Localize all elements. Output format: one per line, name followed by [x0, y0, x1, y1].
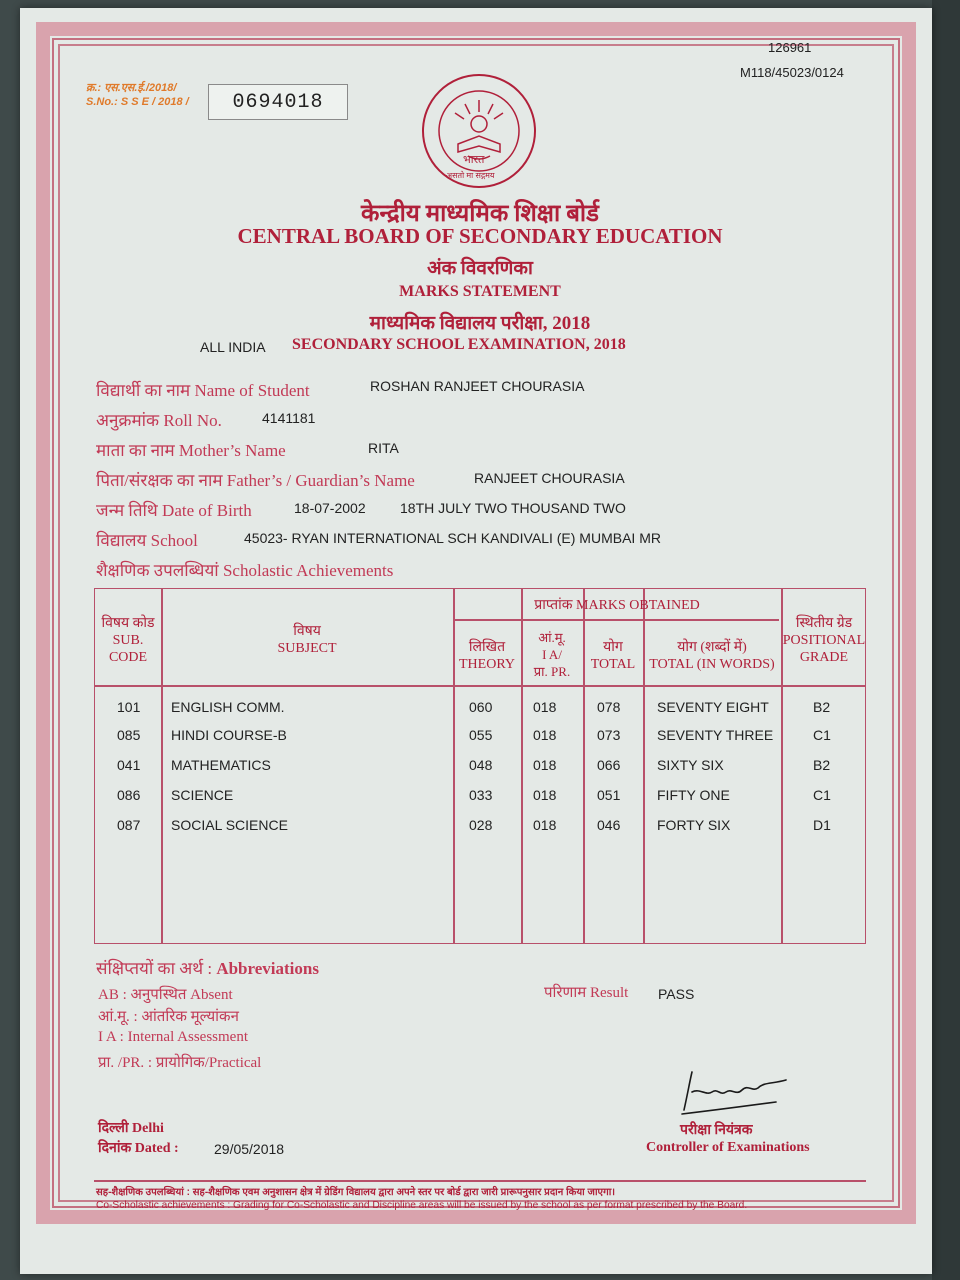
controller-title-english: Controller of Examinations [646, 1140, 810, 1155]
father-name: RANJEET CHOURASIA [474, 470, 625, 486]
scholastic-label: शैक्षणिक उपलब्धियां Scholastic Achievements [96, 561, 394, 580]
school-label: विद्यालय School [96, 531, 198, 550]
statement-title-english: MARKS STATEMENT [399, 283, 561, 300]
date-label: दिनांक Dated : [98, 1141, 179, 1156]
logo-motto: असतो मा सद्गमय [446, 171, 495, 180]
footer-note-english: Co-Scholastic achievements : Grading for Co-Scholastic and Discipline areas will be issued by the school as per format prescribed by the Board. [96, 1200, 748, 1211]
footer-divider [94, 1180, 866, 1182]
board-name-english: CENTRAL BOARD OF SECONDARY EDUCATION [237, 224, 723, 248]
header-internal-assessment: आं.मू. I A/ प्रा. PR. [533, 630, 571, 679]
exam-title-english: SECONDARY SCHOOL EXAMINATION, 2018 [292, 336, 626, 353]
exam-title-hindi: माध्यमिक विद्यालय परीक्षा, 2018 [369, 313, 591, 334]
header-sub-code: विषय कोड SUB. CODE [101, 616, 155, 665]
document-number: 126961 [768, 40, 812, 55]
exam-scope: ALL INDIA [200, 339, 266, 355]
reference-code: M118/45023/0124 [740, 65, 844, 80]
board-name-hindi: केन्द्रीय माध्यमिक शिक्षा बोर्ड [361, 201, 599, 227]
roll-number: 4141181 [262, 410, 316, 426]
header-positional-grade: स्थितीय ग्रेड POSITIONAL GRADE [782, 616, 866, 665]
abbrev-internal-assessment: I A : Internal Assessment [98, 1029, 248, 1045]
header-total: योग TOTAL [590, 640, 636, 672]
abbreviations-title: संक्षिप्तयों का अर्थ : Abbreviations [96, 959, 319, 978]
controller-title-hindi: परीक्षा नियंत्रक [680, 1123, 753, 1138]
background-edge [932, 0, 960, 1280]
abbrev-internal-hindi: आं.मू. : आंतरिक मूल्यांकन [98, 1009, 239, 1025]
place: दिल्ली Delhi [98, 1121, 164, 1136]
dob-words: 18TH JULY TWO THOUSAND TWO [400, 500, 626, 516]
header-marks-obtained: प्राप्तांक MARKS OBTAINED [534, 598, 700, 613]
result-label: परिणाम Result [544, 985, 629, 1001]
footer-note-hindi: सह-शैक्षणिक उपलब्धियां : सह-शैक्षणिक एवम अनुशासन क्षेत्र में ग्रेडिंग विद्यालय द्वारा अपने स्तर पर बोर्ड द्वारा जारी प्रारूपनुसार प्रदान किया जाएगा। [96, 1187, 616, 1198]
date-value: 29/05/2018 [214, 1141, 285, 1157]
serial-number: 0694018 [208, 84, 348, 120]
roll-number-label: अनुक्रमांक Roll No. [96, 411, 222, 430]
marks-table: विषय कोड SUB. CODE विषय SUBJECT प्राप्तांक MARKS OBTAINED लिखित THEORY आं.मू. I A/ प्रा. PR. योग TOTAL योग (शब्दों में) TOTAL (IN WORDS) स्थितीय ग्रेड POSITIONAL GRADE 101 ENGLISH COMM. 060 018 078 SEVENTY EIGHT B2 085 HINDI COURSE-B 055 018 073 SEVENTY THREE C1 041 MATHEMATICS 048 018 066 SIXTY SIX B2 086 SCIENCE 033 018 051 FIFTY ONE C1 087 SOCIAL SCIENCE 028 018 046 FORTY SIX D1 [94, 588, 866, 944]
abbrev-absent: AB : अनुपस्थित Absent [98, 987, 233, 1003]
header-theory: लिखित THEORY [459, 640, 515, 672]
serial-prefix-hindi: क्र.: एस.एस.ई./2018/ [86, 82, 177, 94]
mother-name-label: माता का नाम Mother’s Name [96, 441, 286, 460]
father-name-label: पिता/संरक्षक का नाम Father’s / Guardian’s Name [96, 471, 415, 490]
student-name: ROSHAN RANJEET CHOURASIA [370, 378, 585, 394]
abbrev-practical: प्रा. /PR. : प्रायोगिक/Practical [98, 1055, 262, 1071]
controller-signature-icon [676, 1062, 796, 1118]
logo-bharat-text: भारत [463, 154, 485, 166]
serial-prefix-english: S.No.: S S E / 2018 / [86, 96, 189, 108]
result-value: PASS [658, 986, 695, 1002]
statement-title-hindi: अंक विवरणिका [427, 258, 533, 279]
student-name-label: विद्यार्थी का नाम Name of Student [96, 381, 310, 400]
school-name: 45023- RYAN INTERNATIONAL SCH KANDIVALI (E) MUMBAI MR [244, 530, 661, 546]
header-subject: विषय SUBJECT [277, 624, 337, 656]
header-total-words: योग (शब्दों में) TOTAL (IN WORDS) [649, 640, 775, 672]
mother-name: RITA [368, 440, 399, 456]
dob-value: 18-07-2002 [294, 500, 366, 516]
dob-label: जन्म तिथि Date of Birth [96, 501, 252, 520]
